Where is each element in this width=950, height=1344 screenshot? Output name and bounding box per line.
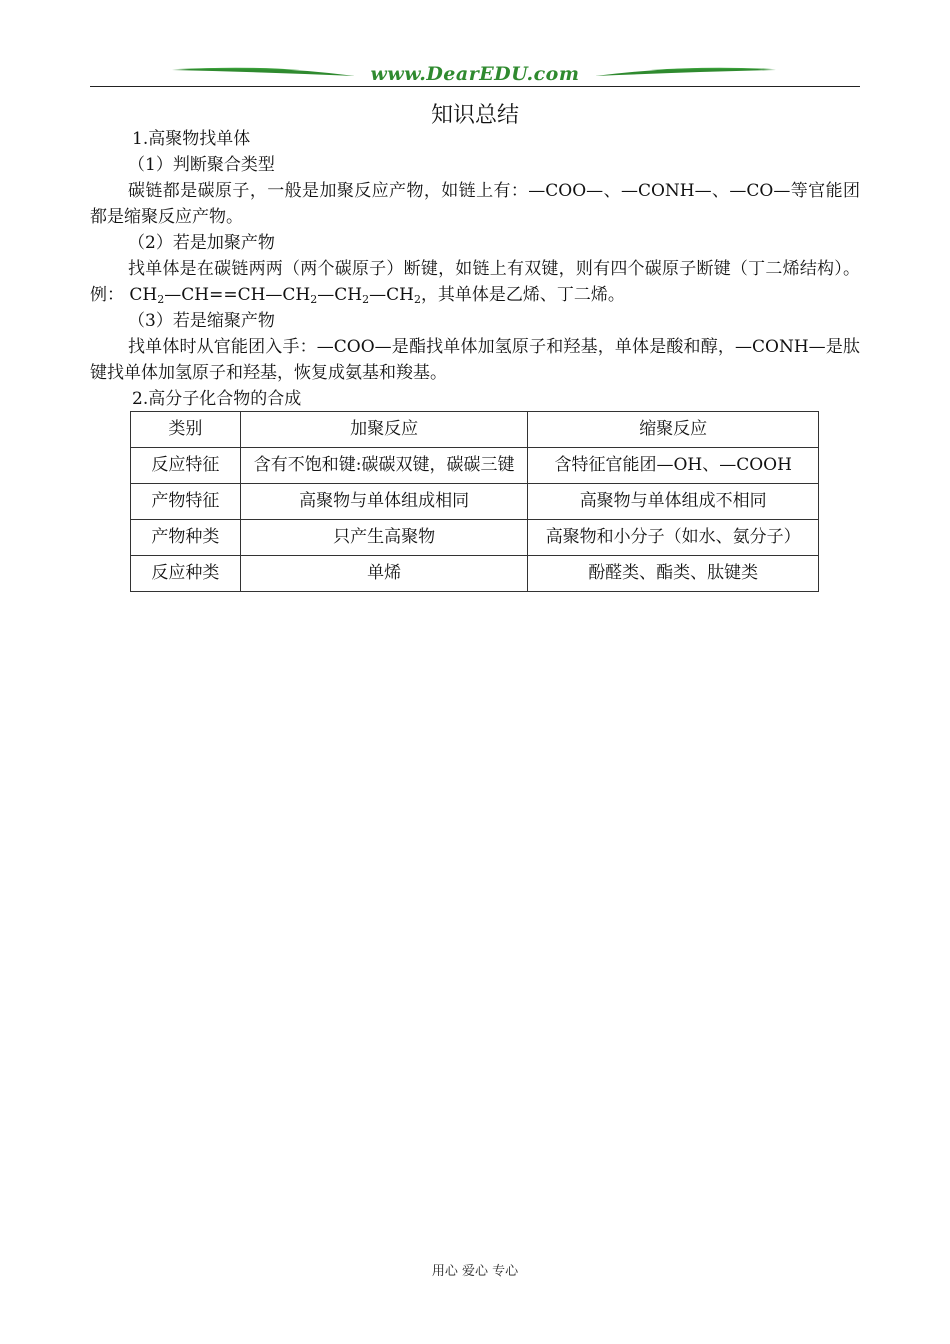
- sub2-text-tail: ，其单体是乙烯、丁二烯。: [420, 285, 625, 305]
- table-cell: 反应特征: [131, 448, 241, 484]
- sub2-heading: （2）若是加聚产物: [128, 233, 275, 253]
- table-cell: 反应种类: [131, 556, 241, 592]
- table-cell: 产物特征: [131, 484, 241, 520]
- table-cell: 酚醛类、酯类、肽键类: [528, 556, 819, 592]
- sub2-text: [90, 256, 860, 308]
- header-divider: [90, 86, 860, 87]
- table-header-cell: 缩聚反应: [528, 412, 819, 448]
- section1-heading: 1.高聚物找单体: [132, 129, 251, 149]
- table-cell: 高聚物和小分子（如水、氨分子）: [528, 520, 819, 556]
- table-cell: 单烯: [240, 556, 528, 592]
- page-footer: 用心 爱心 专心: [431, 1264, 519, 1279]
- sub1-text: 碳链都是碳原子，一般是加聚反应产物，如链上有：—COO—、—CONH—、—CO—等官能团都是缩聚反应产物。: [90, 181, 860, 227]
- table-row: [131, 520, 819, 556]
- table-row: [131, 448, 819, 484]
- synthesis-table: [130, 411, 819, 592]
- sub3-text: 找单体时从官能团入手：—COO—是酯找单体加氢原子和羟基，单体是酸和醇，—CONH—是肽键找单体加氢原子和羟基，恢复成氨基和羧基。: [90, 337, 860, 383]
- table-header-cell: 加聚反应: [240, 412, 528, 448]
- sub1-heading: （1）判断聚合类型: [128, 155, 275, 175]
- table-row: [131, 484, 819, 520]
- table-cell: 含有不饱和键:碳碳双键，碳碳三键: [240, 448, 528, 484]
- document-body: [90, 126, 860, 412]
- table-row: [131, 556, 819, 592]
- table-cell: 高聚物与单体组成相同: [240, 484, 528, 520]
- site-logo[interactable]: www.DearEDU.com: [370, 63, 580, 85]
- table-cell: 只产生高聚物: [240, 520, 528, 556]
- sub2-text-lead: 找单体是在碳链两两（两个碳原子）断键，如链上有双键，则有四个碳原子断键（丁二烯结构）。例：: [90, 259, 860, 305]
- table-cell: 产物种类: [131, 520, 241, 556]
- formula: $CH_2—CH==CH—CH_2—CH_2—CH_2$: [129, 285, 421, 306]
- table-cell: 高聚物与单体组成不相同: [528, 484, 819, 520]
- page-title: 知识总结: [430, 103, 519, 128]
- table-header-row: [131, 412, 819, 448]
- section2-heading: 2.高分子化合物的合成: [132, 389, 302, 409]
- sub3-heading: （3）若是缩聚产物: [128, 311, 275, 331]
- table-cell: 含特征官能团—OH、—COOH: [528, 448, 819, 484]
- table-header-cell: 类别: [131, 412, 241, 448]
